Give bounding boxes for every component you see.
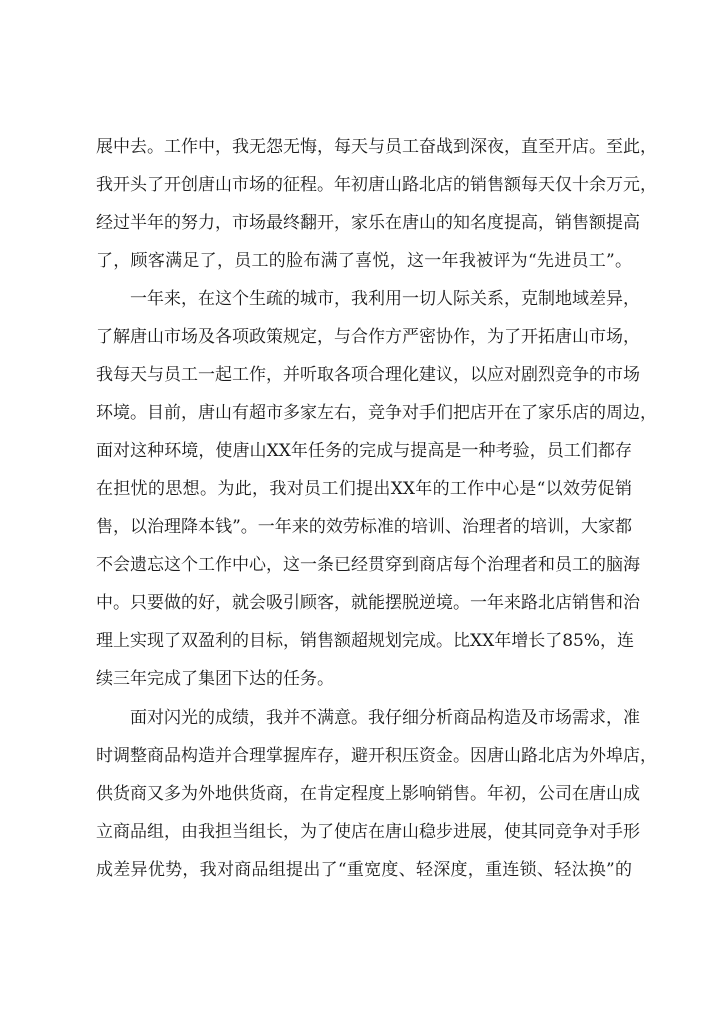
paragraph-2-line-7: 售，以治理降本钱”。一年来的效劳标准的培训、治理者的培训，大家都 — [96, 517, 632, 537]
paragraph-2-line-8: 不会遗忘这个工作中心，这一条已经贯穿到商店每个治理者和员工的脑海 — [96, 555, 640, 575]
paragraph-2-line-2: 了解唐山市场及各项政策规定，与合作方严密协作，为了开拓唐山市场， — [96, 327, 640, 347]
paragraph-2-line-10: 理上实现了双盈利的目标，销售额超规划完成。比XX年增长了85%，连 — [96, 631, 634, 651]
paragraph-2-line-1: 一年来，在这个生疏的城市，我利用一切人际关系，克制地域差异， — [130, 289, 640, 309]
paragraph-2-line-3: 我每天与员工一起工作，并听取各项合理化建议，以应对剧烈竞争的市场 — [96, 365, 640, 385]
paragraph-1-line-4: 了，顾客满足了，员工的脸布满了喜悦，这一年我被评为“先进员工”。 — [96, 251, 632, 271]
paragraph-1-line-1: 展中去。工作中，我无怨无悔，每天与员工奋战到深夜，直至开店。至此， — [96, 137, 657, 157]
paragraph-2-line-9: 中。只要做的好，就会吸引顾客，就能摆脱逆境。一年来路北店销售和治 — [96, 593, 640, 613]
paragraph-3-line-5: 成差异优势，我对商品组提出了“重宽度、轻深度，重连锁、轻汰换”的 — [96, 860, 632, 880]
paragraph-2-line-5: 面对这种环境，使唐山XX年任务的完成与提高是一种考验，员工们都存 — [96, 441, 632, 461]
paragraph-3-line-2: 时调整商品构造并合理掌握库存，避开积压资金。因唐山路北店为外埠店， — [96, 746, 657, 766]
paragraph-3-line-4: 立商品组，由我担当组长，为了使店在唐山稳步进展，使其同竞争对手形 — [96, 822, 640, 842]
paragraph-3-line-1: 面对闪光的成绩，我并不满意。我仔细分析商品构造及市场需求，准 — [130, 708, 640, 728]
paragraph-2-line-4: 环境。目前，唐山有超市多家左右，竞争对手们把店开在了家乐店的周边， — [96, 403, 657, 423]
paragraph-1-line-3: 经过半年的努力，市场最终翻开，家乐在唐山的知名度提高，销售额提高 — [96, 213, 640, 233]
paragraph-1-line-2: 我开头了开创唐山市场的征程。年初唐山路北店的销售额每天仅十余万元， — [96, 175, 657, 195]
paragraph-2-line-11: 续三年完成了集团下达的任务。 — [96, 669, 334, 689]
paragraph-3-line-3: 供货商又多为外地供货商，在肯定程度上影响销售。年初，公司在唐山成 — [96, 784, 640, 804]
paragraph-2-line-6: 在担忧的思想。为此，我对员工们提出XX年的工作中心是“以效劳促销 — [96, 479, 632, 499]
